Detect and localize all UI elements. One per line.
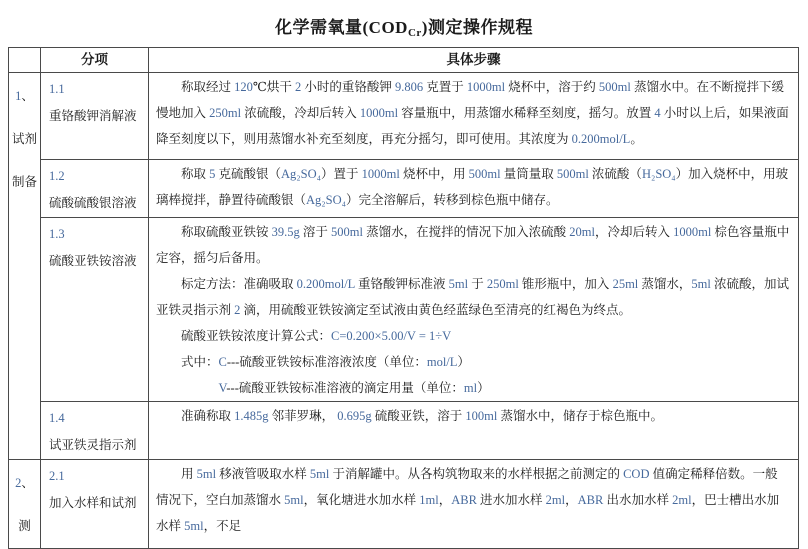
item-cell-1-2 [41, 160, 149, 218]
steps-cell-1-1 [149, 73, 799, 160]
page-title-prefix: 化学需氧量(COD [275, 18, 408, 37]
step-paragraph: 用 5ml 移液管吸取水样 5ml 于消解罐中。从各构筑物取来的水样根据之前测定的 COD 值确定稀释倍数。一般情况下，空白加蒸馏水 5ml，氧化塘进水加水样 1ml，ABR 进水加水样 2ml，ABR 出水加水样 2ml，巴士槽出水加水样 5ml，不足 [156, 467, 780, 533]
header-section [9, 48, 41, 73]
table-row [9, 73, 799, 160]
table-row [9, 218, 799, 402]
table-row [9, 402, 799, 460]
procedure-table [8, 47, 799, 549]
step-paragraph: 标定方法：准确吸取 0.200mol/L 重铬酸钾标准液 5ml 于 250ml 锥形瓶中，加入 25ml 蒸馏水，5ml 浓硫酸，加试亚铁灵指示剂 2 滴，用硫酸亚铁铵滴定至试液由黄色经蓝绿色至清亮的红褐色为终点。 [156, 277, 789, 317]
step-paragraph: 称取 5 克硫酸银（Ag₂SO₄）置于 1000ml 烧杯中，用 500ml 量筒量取 500ml 浓硫酸（H₂SO₄）加入烧杯中，用玻璃棒搅拌，静置待硫酸银（Ag₂SO₄）完全溶解后，转移到棕色瓶中储存。 [156, 167, 789, 207]
page-title-subscript: Cr [407, 27, 422, 39]
formula-line: 硫酸亚铁铵浓度计算公式：C=0.200×5.00/V = 1÷V [181, 329, 452, 343]
formula-legend-c: 式中：C---硫酸亚铁铵标准溶液浓度（单位：mol/L） [181, 355, 470, 369]
table-row [9, 160, 799, 218]
item-cell-2-1 [41, 460, 149, 549]
item-cell-1-4 [41, 402, 149, 460]
item-name: 硫酸亚铁铵溶液 [49, 254, 137, 268]
page-title [0, 0, 808, 47]
steps-cell-2-1 [149, 460, 799, 549]
item-code: 1.3 [49, 227, 65, 241]
item-cell-1-1 [41, 73, 149, 160]
item-name: 硫酸硫酸银溶液 [49, 196, 137, 210]
table-header-row [9, 48, 799, 73]
page-title-suffix: )测定操作规程 [421, 18, 533, 37]
header-steps: 具体步骤 [149, 48, 799, 73]
item-name: 试亚铁灵指示剂 [49, 438, 137, 452]
item-code: 1.4 [49, 411, 65, 425]
item-cell-1-3 [41, 218, 149, 402]
steps-cell-1-2 [149, 160, 799, 218]
item-code: 2.1 [49, 469, 65, 483]
item-name: 加入水样和试剂 [49, 496, 137, 510]
formula-legend-v: V---硫酸亚铁铵标准溶液的滴定用量（单位：ml） [218, 381, 490, 395]
item-name: 重铬酸钾消解液 [49, 109, 137, 123]
steps-cell-1-3 [149, 218, 799, 402]
header-item: 分项 [41, 48, 149, 73]
step-paragraph: 称取硫酸亚铁铵 39.5g 溶于 500ml 蒸馏水，在搅拌的情况下加入浓硫酸 20ml，冷却后转入 1000ml 棕色容量瓶中定容，摇匀后备用。 [156, 225, 790, 265]
item-code: 1.1 [49, 82, 65, 96]
step-paragraph: 准确称取 1.485g 邻菲罗琳， 0.695g 硫酸亚铁，溶于 100ml 蒸馏水中，储存于棕色瓶中。 [181, 409, 664, 423]
table-row [9, 460, 799, 549]
step-paragraph: 称取经过 120℃烘干 2 小时的重铬酸钾 9.806 克置于 1000ml 烧杯中，溶于约 500ml 蒸馏水中。在不断搅拌下缓慢地加入 250ml 浓硫酸，冷却后转入 1000ml 容量瓶中，用蒸馏水稀释至刻度，摇匀。放置 4 小时以上后，如果液面降至刻度以下，则用蒸馏水补充至刻度，再充分摇匀，即可使用。其浓度为 0.200mol/L。 [156, 80, 789, 146]
section-label-reagent-prep: 1、试剂制备 [9, 73, 41, 460]
section-label-measurement: 2、测 [9, 460, 41, 549]
item-code: 1.2 [49, 169, 65, 183]
steps-cell-1-4 [149, 402, 799, 460]
